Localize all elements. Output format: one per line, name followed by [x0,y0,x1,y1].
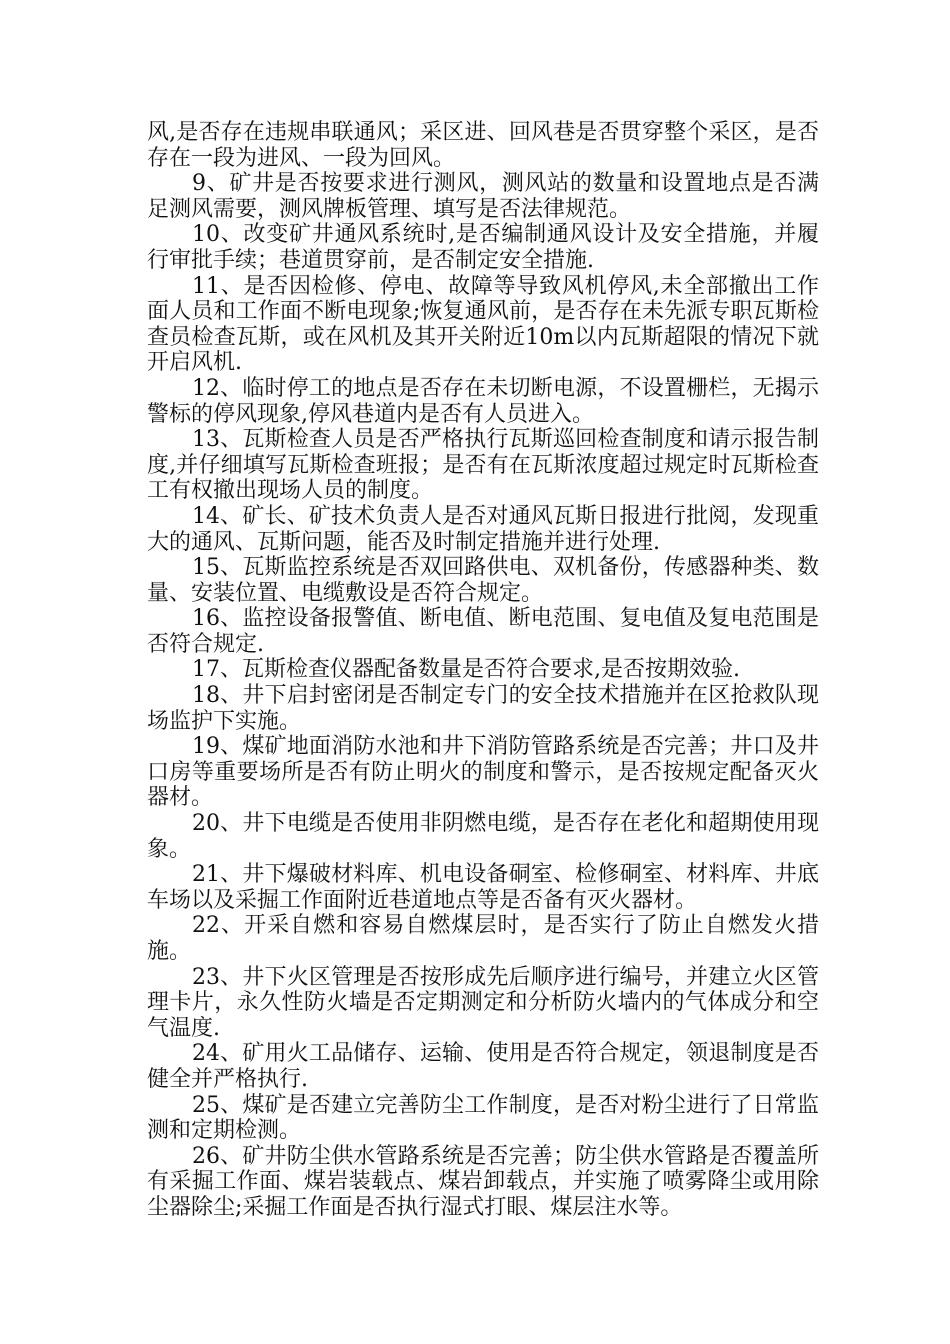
paragraph-item-22: 22、开采自燃和容易自燃煤层时，是否实行了防止自燃发火措施。 [147,913,819,964]
paragraph-item-25: 25、煤矿是否建立完善防尘工作制度，是否对粉尘进行了日常监测和定期检测。 [147,1092,819,1144]
paragraph-item-13: 13、瓦斯检查人员是否严格执行瓦斯巡回检查制度和请示报告制度,并仔细填写瓦斯检查班报；是否有在瓦斯浓度超过规定时瓦斯检查工有权撤出现场人员的制度。 [147,427,819,504]
paragraph-item-12: 12、临时停工的地点是否存在未切断电源，不设置栅栏，无揭示警标的停风现象,停风巷道内是否有人员进入。 [147,375,819,427]
paragraph-item-16: 16、监控设备报警值、断电值、断电范围、复电值及复电范围是否符合规定. [147,606,819,657]
paragraph-item-21: 21、井下爆破材料库、机电设备硐室、检修硐室、材料库、井底车场以及采掘工作面附近巷道地点等是否备有灭火器材。 [147,862,819,913]
paragraph-item-17: 17、瓦斯检查仪器配备数量是否符合要求,是否按期效验. [192,657,740,683]
paragraph-item-9: 9、矿井是否按要求进行测风，测风站的数量和设置地点是否满足测风需要，测风牌板管理、填写是否法律规范。 [147,171,819,222]
paragraph-item-19: 19、煤矿地面消防水池和井下消防管路系统是否完善；井口及井口房等重要场所是否有防止明火的制度和警示，是否按规定配备灭火器材。 [147,734,819,811]
paragraph-item-11: 11、是否因检修、停电、故障等导致风机停风,未全部撤出工作面人员和工作面不断电现象;恢复通风前，是否存在未先派专职瓦斯检查员检查瓦斯，或在风机及其开关附近10m以内瓦斯超限的情况下就开启风机. [147,273,819,376]
paragraph-continuation: 风,是否存在违规串联通风；采区进、回风巷是否贯穿整个采区，是否存在一段为进风、一段为回风。 [147,120,819,171]
paragraph-item-15: 15、瓦斯监控系统是否双回路供电、双机备份，传感器种类、数量、安装位置、电缆敷设是否符合规定。 [147,555,819,606]
paragraph-item-18: 18、井下启封密闭是否制定专门的安全技术措施并在区抢救队现场监护下实施。 [147,683,819,734]
paragraph-item-24: 24、矿用火工品储存、运输、使用是否符合规定，领退制度是否健全并严格执行. [147,1041,819,1092]
document-body [147,120,819,1221]
paragraph-item-14: 14、矿长、矿技术负责人是否对通风瓦斯日报进行批阅，发现重大的通风、瓦斯问题，能否及时制定措施并进行处理. [147,503,819,555]
paragraph-item-23: 23、井下火区管理是否按形成先后顺序进行编号，并建立火区管理卡片，永久性防火墙是否定期测定和分析防火墙内的气体成分和空气温度. [147,964,819,1041]
paragraph-item-20: 20、井下电缆是否使用非阴燃电缆，是否存在老化和超期使用现象。 [147,811,819,862]
paragraph-item-26: 26、矿井防尘供水管路系统是否完善；防尘供水管路是否覆盖所有采掘工作面、煤岩装载点、煤岩卸载点，并实施了喷雾降尘或用除尘器除尘;采掘工作面是否执行湿式打眼、煤层注水等。 [147,1143,819,1220]
paragraph-item-10: 10、改变矿井通风系统时,是否编制通风设计及安全措施，并履行审批手续；巷道贯穿前，是否制定安全措施. [147,222,819,273]
